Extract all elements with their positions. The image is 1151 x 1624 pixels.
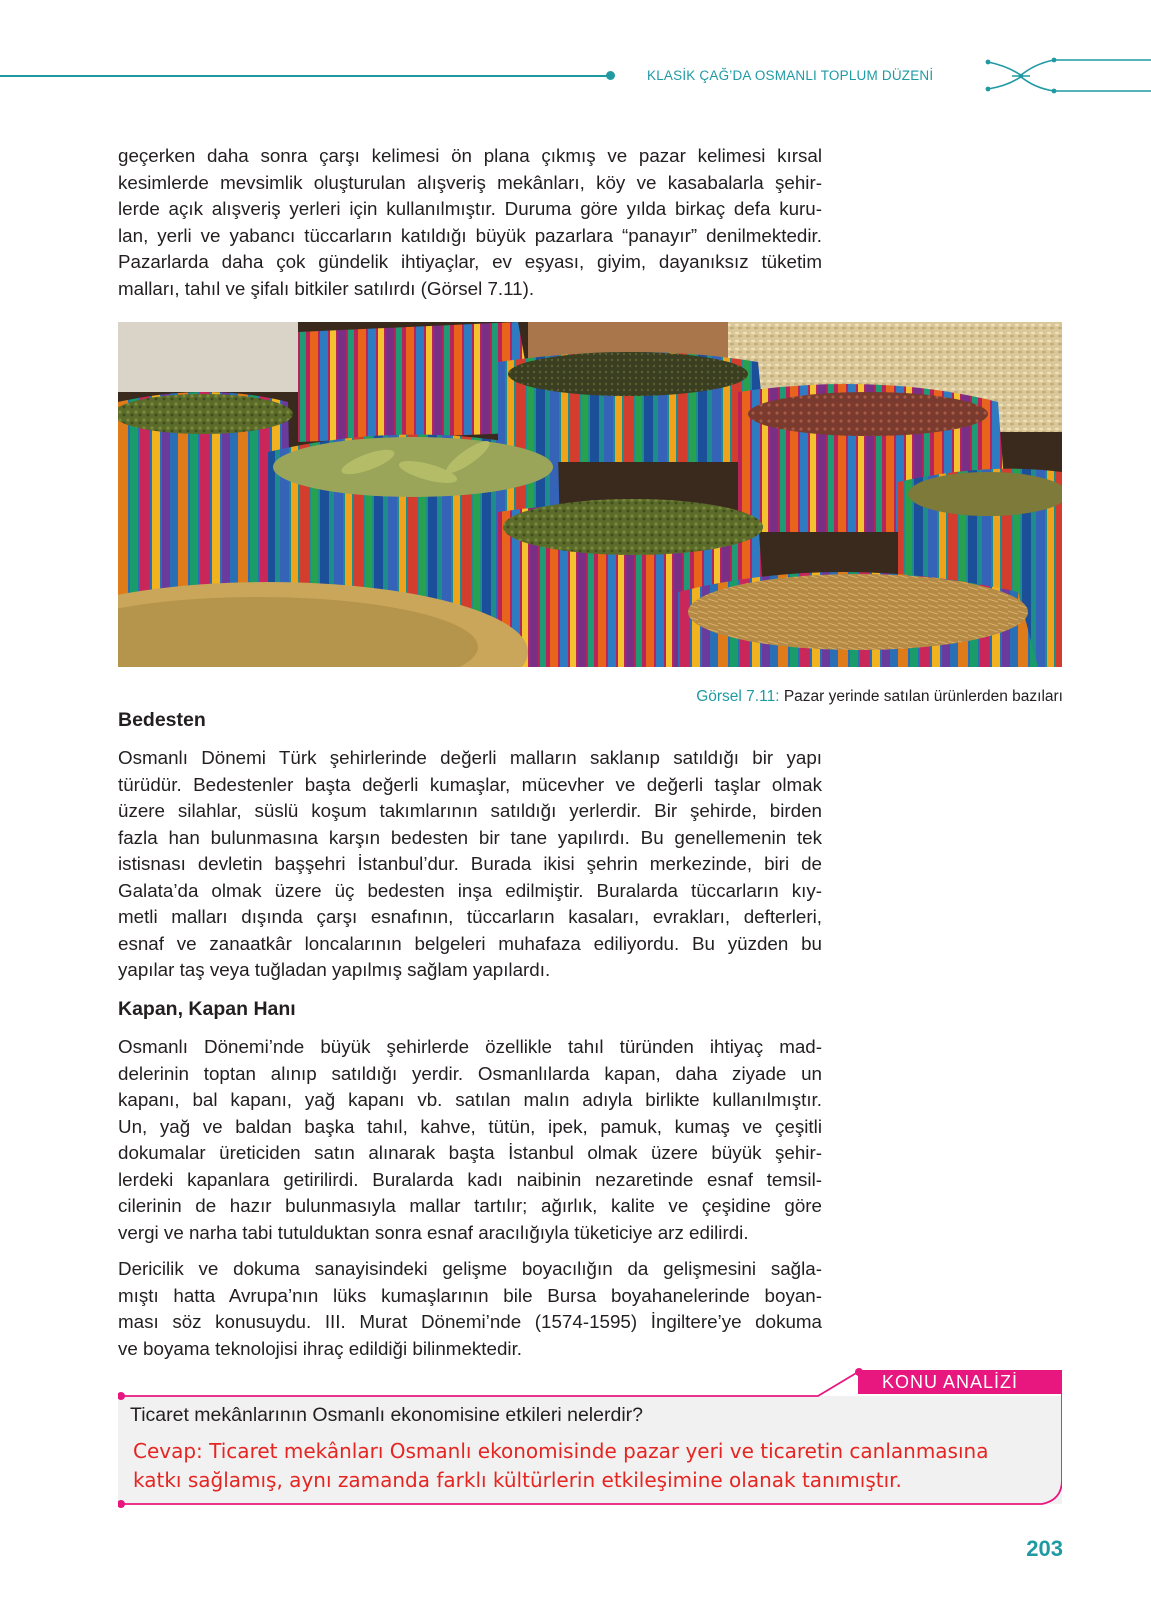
topic-analysis-label: KONU ANALİZİ <box>882 1372 1019 1392</box>
kapan-heading: Kapan, Kapan Hanı <box>118 998 296 1020</box>
figure-caption <box>696 688 1063 706</box>
text-line: lerdeki kapanlara getirilirdi. Buralarda kadı naibinin nezaretinde esnaf temsil- <box>118 1168 822 1190</box>
analysis-answer-line: Cevap: Ticaret mekânları Osmanlı ekonomisinde pazar yeri ve ticaretin canlanmasına <box>133 1439 989 1463</box>
text-line: metli malları dışında çarşı esnafının, tüccarların kasaları, evrakları, defterleri, <box>118 906 822 927</box>
bedesten-heading: Bedesten <box>118 709 206 731</box>
text-line: istisnası devletin başşehri İstanbul’dur. Burada ikisi şehrin merkezinde, biri de <box>118 853 822 874</box>
text-line: yapılar taş veya tuğladan yapılmış sağlam yapılardı. <box>118 959 551 980</box>
text-line: Pazarlarda daha çok gündelik ihtiyaçlar, ev eşyası, giyim, dayanıksız tüketim <box>118 251 822 272</box>
dericilik-paragraph <box>118 1256 822 1362</box>
text-line: dokumalar üreticiden satın alınarak başta İstanbul olmak üzere büyük şehir- <box>118 1142 822 1163</box>
market-spice-sacks-photo <box>118 322 1062 667</box>
text-line: Galata’da olmak üzere üç bedesten inşa edilmiştir. Buralarda tüccarların kıy- <box>118 879 822 901</box>
header-rule <box>0 75 610 77</box>
text-line: esnaf ve zanaatkâr loncalarının belgeleri muhafaza ediliyordu. Bu yüzden bu <box>118 932 822 954</box>
text-line: ve boyama teknolojisi ihraç edildiği bilinmektedir. <box>118 1337 522 1359</box>
header-rule-dot <box>606 71 615 80</box>
header-ornament-icon <box>984 56 1151 94</box>
text-line: kapanı, bal kapanı, yağ kapanı vb. satılan malın adıyla birlikte kullanılmıştır. <box>118 1089 822 1110</box>
text-line: Dericilik ve dokuma sanayisindeki gelişme boyacılığın da gelişmesini sağla- <box>118 1258 822 1279</box>
text-line: Osmanlı Dönemi’nde büyük şehirlerde özellikle tahıl türünden ihtiyaç mad- <box>118 1036 822 1057</box>
text-line: türüdür. Bedestenler başta değerli kumaşlar, mücevher ve değerli taşlar olmak <box>118 773 822 795</box>
text-line: üzere silahlar, süslü koşum takımlarının satıldığı yerlerdir. Bir şehirde, birden <box>118 800 822 821</box>
text-line: malları, tahıl ve şifalı bitkiler satılırdı (Görsel 7.11). <box>118 277 535 299</box>
kapan-paragraph <box>118 1034 822 1246</box>
text-line: ması söz konusuydu. III. Murat Dönemi’nde (1574-1595) İngiltere’ye dokuma <box>118 1311 822 1332</box>
intro-paragraph <box>118 143 822 302</box>
text-line: vergi ve narha tabi tutulduktan sonra esnaf aracılığıyla tüketiciye arz edilirdi. <box>118 1221 749 1243</box>
figure-label: Görsel 7.11: <box>696 688 780 705</box>
text-line: Un, yağ ve baldan başka tahıl, kahve, tütün, ipek, pamuk, kumaş ve çeşitli <box>118 1115 822 1137</box>
text-line: Osmanlı Dönemi Türk şehirlerinde değerli malların saklanıp satıldığı bir yapı <box>118 747 822 768</box>
text-line: mıştı hatta Avrupa’nın lüks kumaşlarının bile Bursa boyahanelerinde boyan- <box>118 1284 822 1306</box>
text-line: lerde açık alışveriş yerleri için kullanılmıştır. Duruma göre yılda birkaç defa kuru- <box>118 198 822 219</box>
figure-caption-text: Pazar yerinde satılan ürünlerden bazıları <box>783 688 1063 705</box>
topic-analysis-tab <box>858 1370 1062 1394</box>
text-line: fazla han bulunmasına karşın bedesten bir tane yapılırdı. Bu genellemenin tek <box>118 826 822 848</box>
text-line: delerinin toptan alınıp satıldığı yerdir. Osmanlılarda kapan, daha ziyade un <box>118 1062 822 1084</box>
chapter-title: KLASİK ÇAĞ’DA OSMANLI TOPLUM DÜZENİ <box>647 68 934 83</box>
page-number: 203 <box>1026 1536 1063 1561</box>
bedesten-paragraph <box>118 745 822 984</box>
text-line: geçerken daha sonra çarşı kelimesi ön plana çıkmış ve pazar kelimesi kırsal <box>118 145 822 166</box>
analysis-question: Ticaret mekânlarının Osmanlı ekonomisine etkileri nelerdir? <box>130 1404 643 1426</box>
text-line: lan, yerli ve yabancı tüccarların katıldığı büyük pazarlara “panayır” denilmektedir. <box>118 224 822 246</box>
analysis-answer-line: katkı sağlamış, aynı zamanda farklı kültürlerin etkileşimine olanak tanımıştır. <box>133 1468 902 1492</box>
text-line: kesimlerde mevsimlik oluşturulan alışveriş mekânları, köy ve kasabalarla şehir- <box>118 171 822 193</box>
text-line: cilerinin de hazır bulunmasıyla mallar tartılır; ağırlık, kalite ve çeşidine göre <box>118 1195 822 1216</box>
